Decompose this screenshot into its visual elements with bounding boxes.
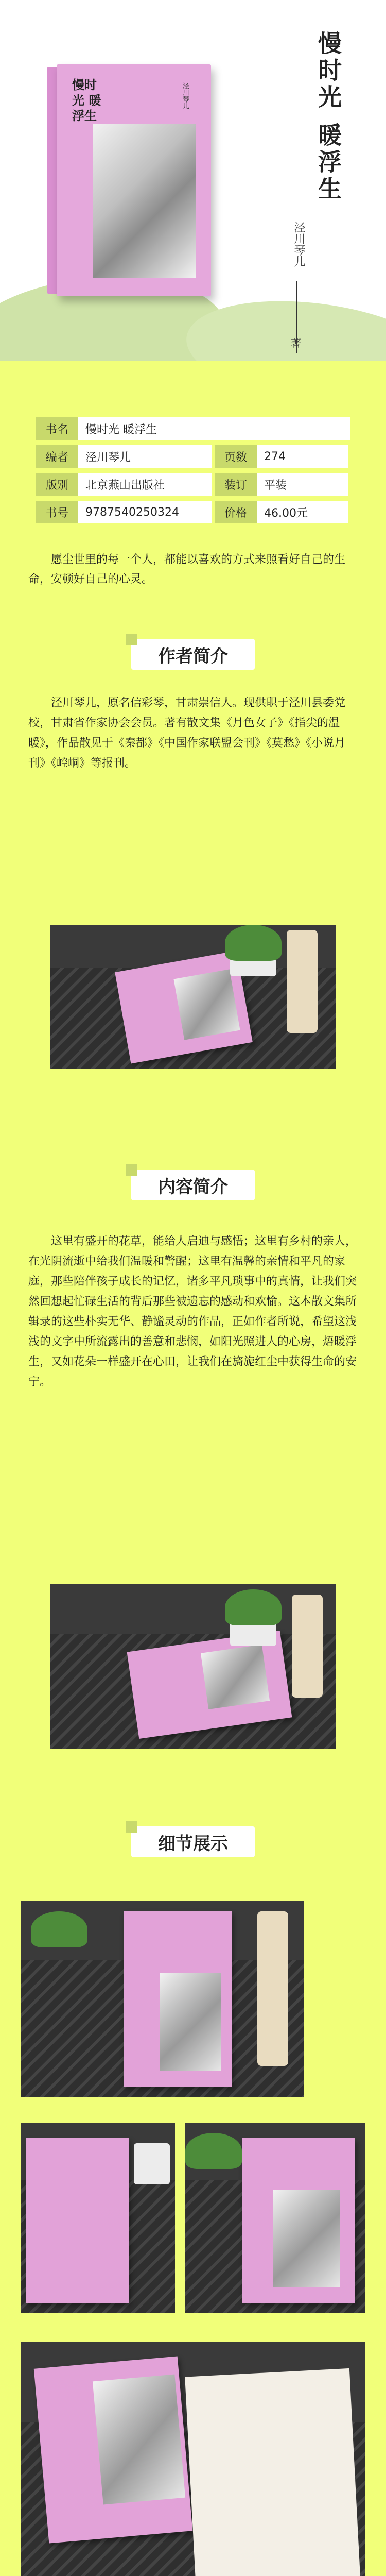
info-label: 页数: [215, 445, 257, 468]
info-label: 书号: [36, 501, 78, 523]
cover-photo-collage: [93, 2374, 185, 2504]
detail-photo-front: [185, 2123, 365, 2313]
content-intro-text: 这里有盛开的花草，能给人启迪与感悟；这里有乡村的亲人，在光阴流逝中给我们温暖和警醒；这里有温馨的亲情和平凡的家庭，那些陪伴孩子成长的记忆，诸多平凡琐事中的真情，让我们突然回想起忙碌生活的背后那些被遗忘的感动和欢愉。这本散文集所辑录的这些朴实无华、静谧灵动的作品，正如作者所说，希望这浅浅的文字中所流露出的善意和悲悯，如阳光照进人的心房，焐暖浮生，又如花朵一样盛开在心田，让我们在旖旎红尘中获得生命的安宁。: [28, 1235, 357, 1388]
section-title-text: 作者简介: [158, 646, 228, 667]
section-title-text: 内容简介: [158, 1176, 228, 1197]
info-value: 北京燕山出版社: [78, 473, 212, 496]
cover-title: 慢时光 暖浮生: [72, 78, 101, 123]
author-role: 著: [291, 337, 301, 349]
info-label: 价格: [215, 501, 257, 523]
cover-photo-collage: [273, 2190, 340, 2287]
cover-photo-collage: [201, 1645, 270, 1709]
info-label: 装订: [215, 473, 257, 496]
info-label: 书名: [36, 417, 78, 440]
plant: [225, 925, 282, 961]
info-row: [36, 417, 350, 440]
slogan-text: 愿尘世里的每一个人，都能以喜欢的方式来照看好自己的生命，安顿好自己的心灵。: [28, 553, 346, 586]
detail-photo-back: [21, 2123, 175, 2313]
section-title-details: [131, 1826, 255, 1857]
info-value: 9787540250324: [78, 501, 212, 523]
section-title-text: 细节展示: [158, 1833, 228, 1854]
cover-photo-collage: [173, 969, 240, 1040]
decorative-square: [126, 634, 137, 645]
book-info-table: [36, 417, 350, 529]
info-row: [36, 445, 350, 468]
info-value: 274: [257, 445, 348, 468]
book-title: 慢时光 暖浮生: [314, 31, 342, 204]
author-intro-text: 泾川琴儿，原名信彩琴，甘肃崇信人。现供职于泾川县委党校，甘肃省作家协会会员。著有散文集《月色女子》《指尖的温暖》，作品散见于《秦都》《中国作家联盟会刊》《莫愁》《小说月刊》《崆峒》等报刊。: [28, 697, 346, 770]
scroll-roll: [292, 1595, 323, 1698]
info-label: 版别: [36, 473, 78, 496]
plant-pot: [134, 2143, 170, 2184]
info-value: 泾川琴儿: [78, 445, 212, 468]
decorative-square: [126, 1821, 137, 1833]
book-spine: [47, 67, 58, 294]
info-value: 慢时光 暖浮生: [78, 417, 350, 440]
info-label: 编者: [36, 445, 78, 468]
cover-photo-collage: [160, 1973, 221, 2071]
plant: [185, 2133, 242, 2169]
info-value: 46.00元: [257, 501, 348, 523]
info-row: [36, 501, 350, 523]
product-photo-2: [50, 1584, 336, 1749]
scroll-roll: [287, 930, 318, 1033]
product-photo-1: [50, 925, 336, 1069]
decorative-square: [126, 1164, 137, 1176]
hero-banner: [0, 0, 386, 361]
section-title-content: [131, 1170, 255, 1200]
open-book-pages: [185, 2368, 361, 2576]
plant: [31, 1911, 87, 1947]
decorative-blob: [180, 286, 386, 361]
info-row: [36, 473, 350, 496]
detail-photo-1: [21, 1901, 304, 2097]
info-value: 平装: [257, 473, 348, 496]
detail-photo-open-book: [21, 2342, 365, 2576]
book-back-cover: [26, 2138, 129, 2303]
plant: [225, 1589, 282, 1625]
cover-author: 泾川琴儿: [181, 82, 189, 109]
book-author: 泾川琴儿: [292, 222, 305, 267]
scroll-roll: [257, 1911, 288, 2066]
section-title-author: [131, 639, 255, 670]
cover-photo-collage: [93, 124, 196, 278]
